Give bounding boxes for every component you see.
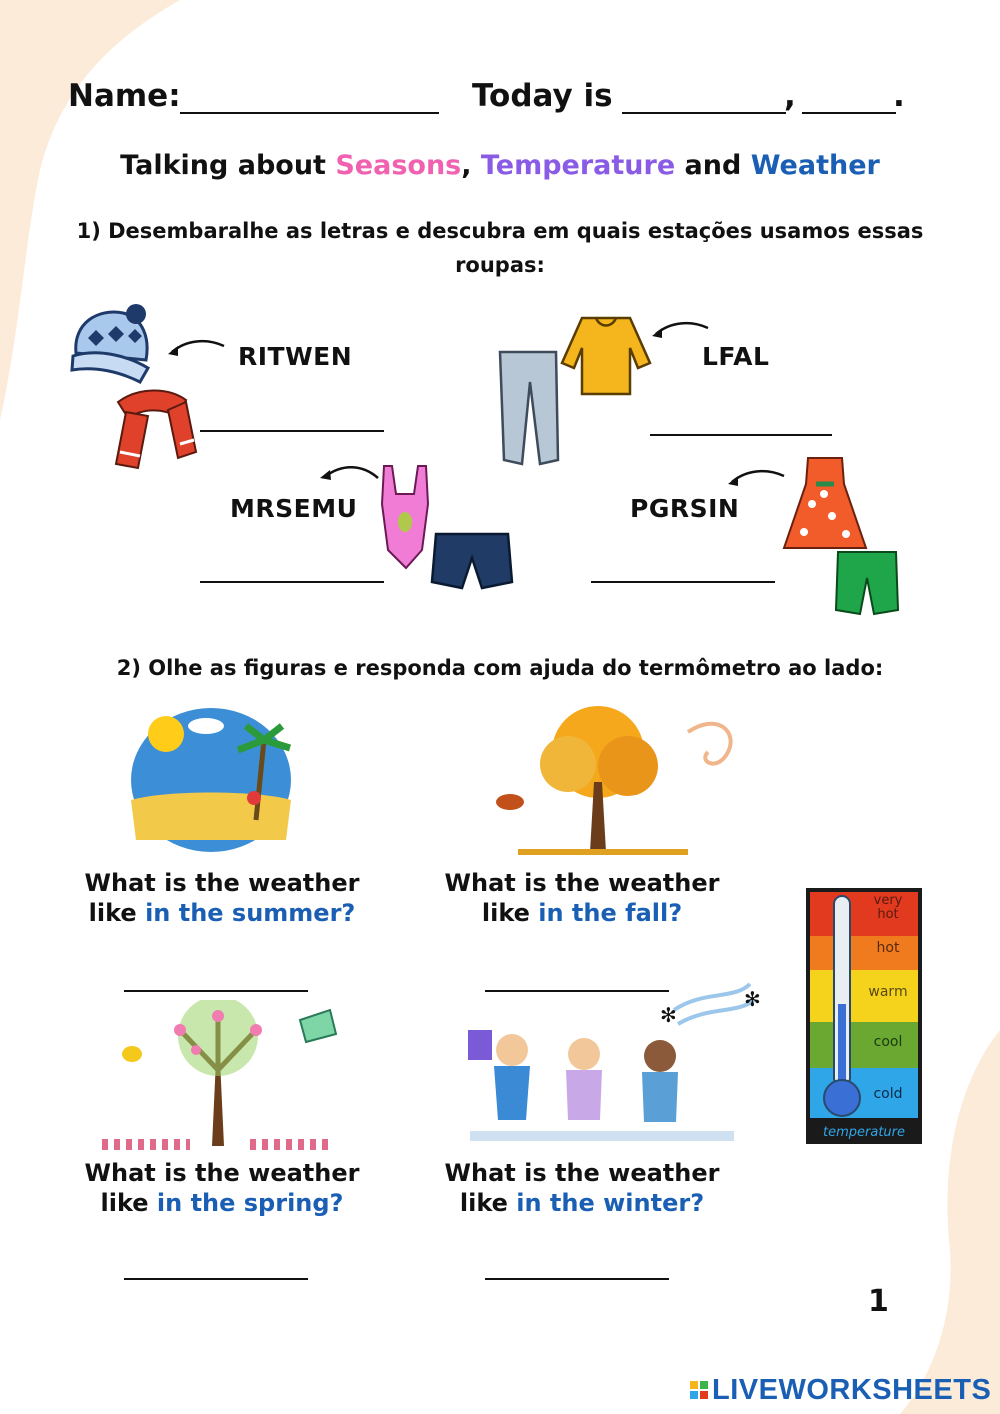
question-summer [62,868,382,928]
title-temperature: Temperature [480,150,676,181]
section1-instruction-line1: 1) Desembaralhe as letras e descubra em quais estações usamos essas [76,219,924,243]
day-field[interactable] [622,84,786,114]
arrow-icon [318,462,380,486]
date-field[interactable] [802,84,896,114]
question-winter-season: in the winter? [516,1189,705,1217]
title-sep: , [461,150,481,181]
thermometer-tube-icon [820,894,864,1118]
swimsuit-icon [376,464,434,572]
brand-name: LIVEWORKSHEETS [712,1373,992,1406]
answer-weather-winter[interactable] [485,1250,669,1280]
jeans-icon [496,348,562,468]
name-label: Name: [68,78,181,114]
date-comma: , [784,78,796,114]
answer-weather-summer[interactable] [124,962,308,992]
sweater-icon [560,308,652,400]
arrow-icon [726,466,786,490]
section2-instruction: 2) Olhe as figuras e responda com ajuda do termômetro ao lado: [116,656,884,680]
section1-instruction-line2: roupas: [455,253,545,277]
title-seasons: Seasons [335,150,462,181]
question-winter-like: like [459,1189,517,1217]
swim-shorts-icon [430,528,514,592]
answer-fall[interactable] [650,406,832,436]
scrambled-word-spring: PGRSIN [630,494,740,523]
answer-weather-spring[interactable] [124,1250,308,1280]
question-fall-season: in the fall? [538,899,683,927]
sport-shorts-icon [834,548,900,618]
thermometer-footer: temperature [823,1125,905,1140]
question-spring-like: like [100,1189,157,1217]
title-weather: Weather [750,150,880,181]
name-field[interactable] [180,84,439,114]
liveworksheets-icon [690,1381,708,1399]
title-and: and [675,150,751,181]
winter-kids-picture [464,970,764,1146]
question-summer-season: in the summer? [145,899,356,927]
scarf-icon [108,382,198,474]
question-spring [62,1158,382,1218]
answer-summer[interactable] [200,553,384,583]
brand-logo [690,1374,991,1406]
spring-tree-picture [100,1000,350,1150]
question-fall-like: like [481,899,539,927]
section1-instruction [40,214,960,282]
summer-beach-picture [126,700,296,860]
question-fall-line1: What is the weather [444,869,720,897]
beanie-icon [68,298,158,388]
date-period: . [893,78,905,114]
question-summer-line1: What is the weather [84,869,360,897]
question-summer-like: like [88,899,146,927]
thermometer-label-very-hot: very hot [873,893,903,922]
arrow-icon [166,336,226,360]
scrambled-word-fall: LFAL [702,342,770,371]
fall-tree-picture [488,702,750,860]
thermometer-label-cold: cold [873,1086,903,1102]
title-prefix: Talking about [120,150,336,181]
arrow-icon [650,318,710,342]
today-label: Today is [472,78,613,114]
answer-spring[interactable] [591,553,775,583]
svg-text:✻: ✻ [744,987,761,1011]
question-winter [422,1158,742,1218]
thermometer-label-cool: cool [873,1034,903,1050]
question-winter-line1: What is the weather [444,1159,720,1187]
scrambled-word-winter: RITWEN [238,342,353,371]
thermometer-chart [806,888,922,1144]
answer-winter[interactable] [200,402,384,432]
scrambled-word-summer: MRSEMU [230,494,358,523]
thermometer-label-warm: warm [868,984,908,1000]
question-spring-line1: What is the weather [84,1159,360,1187]
dress-icon [782,454,868,554]
question-spring-season: in the spring? [156,1189,344,1217]
svg-text:✻: ✻ [660,1003,677,1027]
page-title [0,150,1000,181]
page-number: 1 [868,1284,889,1319]
thermometer-label-hot: hot [876,940,900,956]
question-fall [422,868,742,928]
